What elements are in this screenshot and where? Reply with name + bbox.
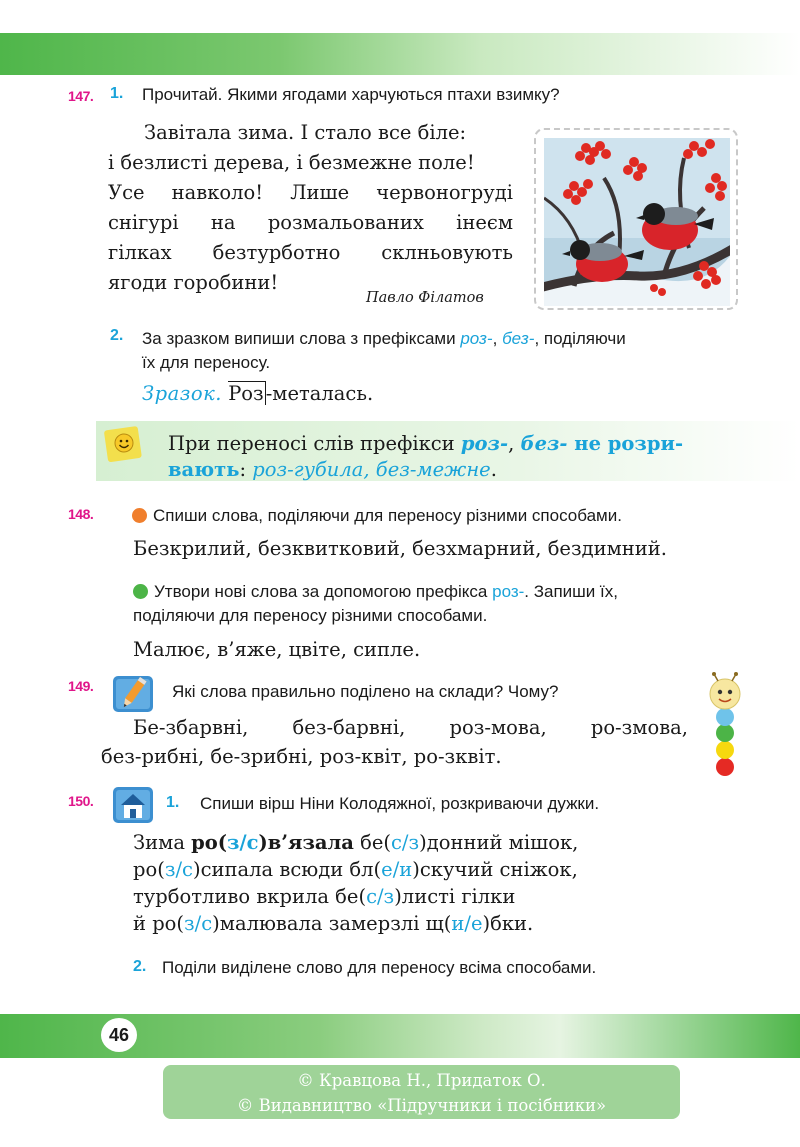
note-text-b: не розри- <box>567 432 684 455</box>
ex148-task-green <box>133 580 773 628</box>
ex148-task-orange <box>132 506 622 526</box>
poem-text: Зима <box>133 831 192 854</box>
choice-letters: з/с <box>164 858 193 881</box>
orange-dot-icon <box>132 508 147 523</box>
poem-text: бе( <box>353 831 391 854</box>
ex150-poem-line1 <box>133 829 578 856</box>
poem-line: гілках безтурботно склньовують <box>108 241 513 264</box>
poem-line: Усе навколо! Лише червоногруді <box>108 181 513 204</box>
sample-prefix: Роз <box>228 382 264 405</box>
choice-letters: е/и <box>381 858 413 881</box>
choice-letters: с/з <box>366 885 395 908</box>
ex150-step2-number: 2. <box>133 958 147 975</box>
house-icon <box>111 785 155 825</box>
smiley-sticky-note-icon <box>104 425 146 463</box>
pencil-icon <box>111 672 155 714</box>
poem-line: снігурі на розмальованих інеєм <box>108 211 513 234</box>
note-end: . <box>490 458 497 481</box>
sample-rest: -металась. <box>265 382 374 405</box>
ex150-poem-line4 <box>133 910 578 937</box>
ex150-poem-line2 <box>133 856 578 883</box>
task2-text-c: їх для переносу. <box>142 353 271 372</box>
poem-line: і безлисті дерева, і безмежне поле! <box>108 151 475 174</box>
choice-letters: з/с <box>227 831 259 854</box>
sample-label: Зразок. <box>142 382 222 405</box>
poem-line: Завітала зима. І стало все біле: <box>144 121 467 144</box>
note-text-a: При переносі слів префікси <box>168 432 461 455</box>
prefix-roz: роз- <box>460 329 493 348</box>
top-decorative-band <box>0 33 800 75</box>
choice-letters: з/с <box>184 912 213 935</box>
poem-text: )бки. <box>482 912 534 935</box>
poem-text: й ро( <box>133 912 185 935</box>
poem-text: )донний мішок, <box>419 831 579 854</box>
exercise-148-number: 148. <box>68 506 94 522</box>
copyright-box <box>163 1065 680 1119</box>
ex148-task-green-c: поділяючи для переносу різними способами. <box>133 606 488 625</box>
ex147-task2 <box>142 327 762 375</box>
copyright-line2: © Видавництво «Підручники і посібники» <box>236 1096 607 1115</box>
exercise-147-number: 147. <box>68 88 94 104</box>
ex147-step1-number: 1. <box>110 85 124 102</box>
poem-text: турботливо вкрила бе( <box>133 885 367 908</box>
poem-text: )скучий сніжок, <box>412 858 578 881</box>
exercise-150-number: 150. <box>68 793 94 809</box>
note-examples: роз-губила, без-межне <box>252 458 491 481</box>
poem-text: )малювала замерзлі щ( <box>212 912 452 935</box>
choice-letters: и/е <box>451 912 483 935</box>
ex147-author: Павло Філатов <box>366 290 484 306</box>
ex150-poem-line3 <box>133 883 578 910</box>
note-colon: : <box>239 458 253 481</box>
ex147-sample <box>142 382 373 405</box>
note-prefix-bez: без- <box>520 432 568 455</box>
ex148-task-orange-text: Спиши слова, поділяючи для переносу різними способами. <box>153 506 622 525</box>
poem-text: ро( <box>133 858 165 881</box>
page-number: 46 <box>108 1024 130 1045</box>
prefix-bez: без- <box>502 329 535 348</box>
exercise-149-number: 149. <box>68 678 94 694</box>
ex149-task: Які слова правильно поділено на склади? Чому? <box>172 682 559 701</box>
poem-text: )сипала всюди бл( <box>192 858 382 881</box>
ex148-words1: Безкрилий, безквитковий, безхмарний, бездимний. <box>133 537 667 560</box>
poem-bold: ро( <box>191 831 228 854</box>
ex150-task1: Спиши вірш Ніни Колодяжної, розкриваючи дужки. <box>200 794 600 813</box>
ex147-task1: Прочитай. Якими ягодами харчуються птахи взимку? <box>142 85 560 104</box>
task2-comma: , <box>492 329 503 348</box>
ex150-task2: Поділи виділене слово для переносу всіма способами. <box>162 958 597 977</box>
choice-letters: с/з <box>391 831 420 854</box>
task2-text-b: , поділяючи <box>534 329 626 348</box>
caterpillar-icon <box>702 672 748 782</box>
green-dot-icon <box>133 584 148 599</box>
ex150-poem <box>133 829 578 937</box>
poem-line: ягоди горобини! <box>108 271 279 294</box>
note-prefix-roz: роз- <box>460 432 509 455</box>
ex149-line1: Бе-збарвні, без-барвні, роз-мова, ро-змова, <box>133 716 688 739</box>
ex147-step2-number: 2. <box>110 327 124 344</box>
ex148-words2: Малює, в’яже, цвіте, сипле. <box>133 638 421 661</box>
ex149-line2: без-рибні, бе-зрибні, роз-квіт, ро-зквіт. <box>101 745 502 768</box>
page-number-badge <box>101 1018 137 1052</box>
poem-bold: )в’язала <box>258 831 354 854</box>
note-comma: , <box>508 432 521 455</box>
ex148-task-green-a: Утвори нові слова за допомогою префікса <box>154 582 493 601</box>
rule-note-text <box>168 431 758 483</box>
ex150-step1-number: 1. <box>166 794 180 811</box>
bullfinches-on-rowan-picture <box>544 138 730 306</box>
ex148-prefix-roz: роз- <box>492 582 525 601</box>
note-text-c: вають <box>168 458 240 481</box>
copyright-line1: © Кравцова Н., Придаток О. <box>297 1071 546 1090</box>
ex148-task-green-b: . Запиши їх, <box>524 582 618 601</box>
task2-text: За зразком випиши слова з префіксами <box>142 329 461 348</box>
ex147-poem <box>108 118 513 298</box>
poem-text: )листі гілки <box>394 885 516 908</box>
